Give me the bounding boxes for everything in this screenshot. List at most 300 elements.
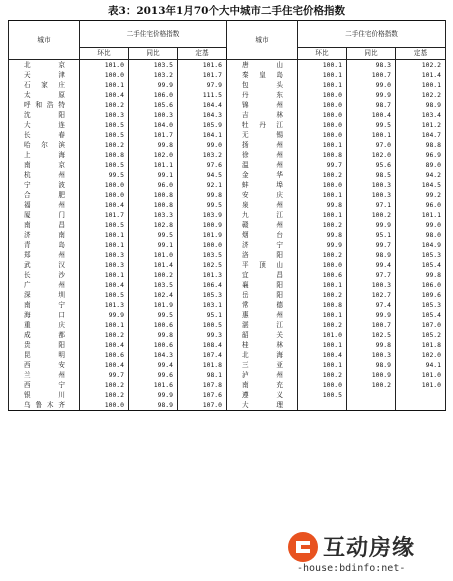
mom-cell: 100.0 [80,400,129,411]
yoy-cell: 100.1 [347,130,396,140]
mom-cell: 99.7 [80,370,129,380]
city-cell: 岳 阳 [227,290,298,300]
city-cell: 武 汉 [9,260,80,270]
mom-cell: 100.5 [80,220,129,230]
yoy-cell: 98.5 [347,170,396,180]
city-cell: 牡丹江 [227,120,298,130]
mom-cell [298,400,347,411]
base-cell: 101.1 [396,210,446,220]
yoy-cell: 101.4 [129,260,178,270]
yoy-cell: 99.8 [347,340,396,350]
yoy-cell: 100.7 [347,320,396,330]
table-row [9,150,446,160]
mom-cell: 100.4 [80,280,129,290]
mom-cell: 100.1 [298,190,347,200]
yoy-header: 同比 [129,48,178,60]
city-cell: 赣 州 [227,220,298,230]
yoy-cell: 103.3 [129,210,178,220]
mom-cell: 100.2 [80,380,129,390]
table-row [9,370,446,380]
mom-cell: 100.0 [298,380,347,390]
mom-cell: 100.1 [298,210,347,220]
yoy-cell: 100.6 [129,340,178,350]
city-header-left: 城市 [9,21,80,60]
mom-cell: 100.2 [298,370,347,380]
mom-cell: 100.1 [298,360,347,370]
yoy-cell: 99.5 [347,120,396,130]
mom-cell: 100.0 [298,130,347,140]
watermark [287,529,447,577]
mom-cell: 100.0 [298,100,347,110]
watermark-brand: 互动房缘 [323,536,416,561]
city-cell: 洛 阳 [227,250,298,260]
base-cell: 100.1 [396,80,446,90]
table-row [9,70,446,80]
base-cell: 102.2 [396,60,446,71]
city-cell: 泉 州 [227,200,298,210]
city-cell: 杭 州 [9,170,80,180]
base-cell: 109.6 [396,290,446,300]
mom-cell: 100.2 [298,320,347,330]
yoy-cell: 98.7 [347,100,396,110]
yoy-cell: 101.9 [129,300,178,310]
mom-cell: 100.3 [80,260,129,270]
yoy-header: 同比 [347,48,396,60]
base-cell: 107.0 [178,400,227,411]
yoy-cell: 99.5 [129,310,178,320]
base-cell: 99.8 [396,270,446,280]
base-cell: 106.0 [396,280,446,290]
mom-cell: 100.2 [80,140,129,150]
yoy-cell: 99.9 [347,220,396,230]
base-cell: 103.1 [178,300,227,310]
yoy-cell: 102.7 [347,290,396,300]
base-cell: 105.4 [396,310,446,320]
yoy-cell: 100.8 [129,200,178,210]
base-cell: 89.0 [396,160,446,170]
yoy-cell [347,390,396,400]
table-row [9,180,446,190]
watermark-url: -house:bdinfo:net- [297,563,406,574]
yoy-cell: 99.6 [129,370,178,380]
table-row [9,260,446,270]
base-cell [396,390,446,400]
city-cell: 宁 波 [9,180,80,190]
table-body [9,60,446,411]
base-cell: 106.4 [178,280,227,290]
base-cell: 99.3 [178,330,227,340]
city-cell: 银 川 [9,390,80,400]
base-cell: 99.0 [396,220,446,230]
yoy-cell: 103.5 [129,280,178,290]
yoy-cell: 100.9 [347,370,396,380]
yoy-cell: 96.0 [129,180,178,190]
city-cell: 金 华 [227,170,298,180]
base-cell: 105.9 [178,120,227,130]
base-cell: 107.4 [178,350,227,360]
yoy-cell: 98.9 [347,360,396,370]
base-cell: 108.4 [178,340,227,350]
mom-cell: 100.1 [80,230,129,240]
mom-cell: 100.1 [298,310,347,320]
city-cell: 海 口 [9,310,80,320]
base-cell: 101.8 [178,360,227,370]
yoy-cell: 99.1 [129,170,178,180]
city-cell: 丹 东 [227,90,298,100]
mom-cell: 100.6 [80,350,129,360]
mom-cell: 100.2 [298,250,347,260]
table-row [9,200,446,210]
city-cell: 襄 阳 [227,280,298,290]
base-cell: 98.9 [396,100,446,110]
base-cell: 102.2 [396,90,446,100]
city-cell: 泸 州 [227,370,298,380]
table-row [9,280,446,290]
mom-cell: 100.5 [80,290,129,300]
city-cell: 扬 州 [227,140,298,150]
city-cell: 贵 阳 [9,340,80,350]
table-row [9,300,446,310]
base-cell: 104.7 [396,130,446,140]
base-cell: 99.2 [396,190,446,200]
mom-cell: 100.4 [80,360,129,370]
city-cell: 烟 台 [227,230,298,240]
yoy-cell: 102.5 [347,330,396,340]
base-cell: 105.2 [396,330,446,340]
city-cell: 厦 门 [9,210,80,220]
mom-cell: 100.1 [298,280,347,290]
mom-cell: 101.7 [80,210,129,220]
yoy-cell: 101.0 [129,250,178,260]
yoy-cell: 102.4 [129,290,178,300]
base-cell: 100.0 [178,240,227,250]
city-cell: 北 京 [9,60,80,71]
base-cell: 104.3 [178,110,227,120]
mom-cell: 99.9 [298,240,347,250]
table-row [9,350,446,360]
base-cell: 98.0 [396,230,446,240]
base-cell: 101.7 [178,70,227,80]
yoy-cell: 100.2 [347,210,396,220]
mom-cell: 100.4 [80,90,129,100]
base-cell: 98.8 [396,140,446,150]
mom-cell: 101.0 [298,330,347,340]
yoy-cell: 104.3 [129,350,178,360]
mom-cell: 99.7 [298,160,347,170]
base-cell: 101.9 [178,230,227,240]
city-cell: 沈 阳 [9,110,80,120]
city-cell: 南 京 [9,160,80,170]
base-cell: 97.9 [178,80,227,90]
base-cell: 101.0 [396,370,446,380]
city-cell: 昆 明 [9,350,80,360]
city-cell: 上 海 [9,150,80,160]
city-cell: 无 锡 [227,130,298,140]
base-cell: 102.5 [178,260,227,270]
mom-cell: 100.0 [80,180,129,190]
base-cell: 101.6 [178,60,227,71]
base-cell: 94.2 [396,170,446,180]
mom-cell: 100.4 [80,200,129,210]
yoy-cell: 99.8 [129,140,178,150]
city-cell: 三 亚 [227,360,298,370]
mom-cell: 101.0 [80,60,129,71]
city-cell: 蚌 埠 [227,180,298,190]
yoy-cell: 103.5 [129,60,178,71]
base-cell: 103.4 [396,110,446,120]
city-cell: 湛 江 [227,320,298,330]
city-cell: 乌鲁木齐 [9,400,80,411]
mom-header: 环比 [298,48,347,60]
mom-cell: 100.2 [298,170,347,180]
yoy-cell: 99.9 [347,90,396,100]
base-cell: 103.9 [178,210,227,220]
base-cell: 101.4 [396,70,446,80]
yoy-cell: 99.1 [129,240,178,250]
base-cell: 103.2 [178,150,227,160]
city-cell: 郑 州 [9,250,80,260]
city-cell: 九 江 [227,210,298,220]
city-cell: 成 都 [9,330,80,340]
table-row [9,320,446,330]
table-row [9,120,446,130]
yoy-cell: 104.0 [129,120,178,130]
base-cell: 96.9 [396,150,446,160]
city-cell: 呼和浩特 [9,100,80,110]
yoy-cell: 95.1 [347,230,396,240]
city-cell: 长 春 [9,130,80,140]
city-cell: 重 庆 [9,320,80,330]
page-title: 表3：2013年1月70个大中城市二手住宅价格指数 [108,5,345,17]
city-cell: 常 德 [227,300,298,310]
base-cell: 105.3 [178,290,227,300]
base-cell: 102.0 [396,350,446,360]
yoy-cell: 100.7 [347,70,396,80]
city-cell: 宜 昌 [227,270,298,280]
mom-cell: 100.0 [298,120,347,130]
mom-cell: 100.5 [80,160,129,170]
mom-cell: 100.1 [298,140,347,150]
yoy-cell: 102.0 [347,150,396,160]
mom-cell: 99.8 [298,200,347,210]
city-cell: 桂 林 [227,340,298,350]
city-cell: 西 安 [9,360,80,370]
city-cell: 惠 州 [227,310,298,320]
base-cell: 104.5 [396,180,446,190]
base-cell: 100.9 [178,220,227,230]
table-row [9,190,446,200]
mom-cell: 100.8 [298,300,347,310]
price-index-table [8,20,446,411]
mom-cell: 100.3 [80,110,129,120]
mom-cell: 100.2 [80,330,129,340]
base-cell: 99.8 [178,190,227,200]
yoy-cell: 100.4 [347,110,396,120]
base-cell: 95.1 [178,310,227,320]
yoy-cell: 100.3 [129,110,178,120]
table-row [9,230,446,240]
base-cell: 101.2 [396,120,446,130]
base-cell: 107.8 [178,380,227,390]
yoy-cell: 99.8 [129,330,178,340]
yoy-cell: 100.3 [347,350,396,360]
mom-cell: 100.2 [298,290,347,300]
mom-cell: 100.1 [80,270,129,280]
base-cell: 101.8 [396,340,446,350]
yoy-cell: 101.7 [129,130,178,140]
base-cell [396,400,446,411]
city-cell: 福 州 [9,200,80,210]
mom-cell: 99.5 [80,170,129,180]
mom-cell: 100.1 [80,320,129,330]
base-cell: 94.5 [178,170,227,180]
mom-cell: 100.8 [80,150,129,160]
base-cell: 104.9 [396,240,446,250]
city-cell: 济 宁 [227,240,298,250]
yoy-cell: 106.0 [129,90,178,100]
city-cell: 石家庄 [9,80,80,90]
table-row [9,130,446,140]
base-cell: 98.1 [178,370,227,380]
yoy-cell: 99.9 [347,310,396,320]
table-row [9,140,446,150]
yoy-cell: 100.2 [347,380,396,390]
yoy-cell: 98.3 [347,60,396,71]
base-cell: 107.0 [396,320,446,330]
city-cell: 天 津 [9,70,80,80]
yoy-cell: 100.2 [129,270,178,280]
yoy-cell: 105.6 [129,100,178,110]
city-cell: 遵 义 [227,390,298,400]
city-cell: 安 庆 [227,190,298,200]
table-row [9,220,446,230]
table-row [9,340,446,350]
base-cell: 105.4 [396,260,446,270]
city-cell: 温 州 [227,160,298,170]
base-cell: 104.4 [178,100,227,110]
mom-cell: 100.2 [80,390,129,400]
yoy-cell: 100.8 [129,190,178,200]
yoy-cell: 99.9 [129,390,178,400]
yoy-cell: 102.8 [129,220,178,230]
city-cell: 大 连 [9,120,80,130]
table-row [9,400,446,411]
yoy-cell: 101.6 [129,380,178,390]
yoy-cell: 97.1 [347,200,396,210]
city-cell: 西 宁 [9,380,80,390]
table-row [9,170,446,180]
yoy-cell: 99.7 [347,240,396,250]
yoy-cell: 100.3 [347,190,396,200]
table-row [9,100,446,110]
city-cell: 南 昌 [9,220,80,230]
city-cell: 兰 州 [9,370,80,380]
base-cell: 103.5 [178,250,227,260]
base-cell: 111.5 [178,90,227,100]
base-cell: 96.0 [396,200,446,210]
mom-cell: 100.0 [298,260,347,270]
base-cell: 94.1 [396,360,446,370]
mom-cell: 100.0 [298,90,347,100]
mom-cell: 100.1 [80,240,129,250]
yoy-cell: 100.6 [129,320,178,330]
city-cell: 锦 州 [227,100,298,110]
mom-cell: 100.4 [298,350,347,360]
yoy-cell: 97.0 [347,140,396,150]
table-row [9,240,446,250]
mom-cell: 100.1 [298,80,347,90]
table-row [9,330,446,340]
table-row [9,380,446,390]
yoy-cell: 99.0 [347,80,396,90]
city-cell: 太 原 [9,90,80,100]
yoy-cell: 100.3 [347,280,396,290]
city-header-right: 城市 [227,21,298,60]
yoy-cell: 100.3 [347,180,396,190]
city-cell: 包 头 [227,80,298,90]
table-row [9,80,446,90]
mom-cell: 100.0 [298,180,347,190]
city-cell: 平顶山 [227,260,298,270]
mom-cell: 99.8 [298,230,347,240]
table-row [9,270,446,280]
mom-cell: 100.1 [298,70,347,80]
mom-cell: 100.0 [298,110,347,120]
city-cell: 南 充 [227,380,298,390]
yoy-cell: 99.4 [347,260,396,270]
city-cell: 吉 林 [227,110,298,120]
yoy-cell: 99.5 [129,230,178,240]
yoy-cell: 99.9 [129,80,178,90]
yoy-cell: 97.4 [347,300,396,310]
base-cell: 100.5 [178,320,227,330]
base-cell: 104.1 [178,130,227,140]
base-cell: 101.3 [178,270,227,280]
mom-cell: 100.1 [80,80,129,90]
base-cell: 99.5 [178,200,227,210]
city-cell: 长 沙 [9,270,80,280]
base-cell: 99.0 [178,140,227,150]
city-cell: 唐 山 [227,60,298,71]
mom-cell: 100.2 [80,100,129,110]
mom-cell: 100.1 [298,340,347,350]
city-cell: 徐 州 [227,150,298,160]
city-cell: 韶 关 [227,330,298,340]
table-row [9,310,446,320]
city-cell: 秦皇岛 [227,70,298,80]
mom-cell: 100.2 [298,220,347,230]
city-cell: 大 理 [227,400,298,411]
mom-cell: 100.5 [298,390,347,400]
city-cell: 青 岛 [9,240,80,250]
yoy-cell: 102.0 [129,150,178,160]
mom-cell: 100.3 [80,250,129,260]
base-cell: 101.0 [396,380,446,390]
city-cell: 济 南 [9,230,80,240]
base-cell: 92.1 [178,180,227,190]
base-cell: 105.3 [396,250,446,260]
mom-header: 环比 [80,48,129,60]
city-cell: 广 州 [9,280,80,290]
yoy-cell: 99.4 [129,360,178,370]
yoy-cell: 98.9 [347,250,396,260]
group-header-right: 二手住宅价格指数 [298,21,446,48]
base-header: 定基 [178,48,227,60]
yoy-cell: 101.1 [129,160,178,170]
city-cell: 南 宁 [9,300,80,310]
yoy-cell [347,400,396,411]
city-cell: 北 海 [227,350,298,360]
